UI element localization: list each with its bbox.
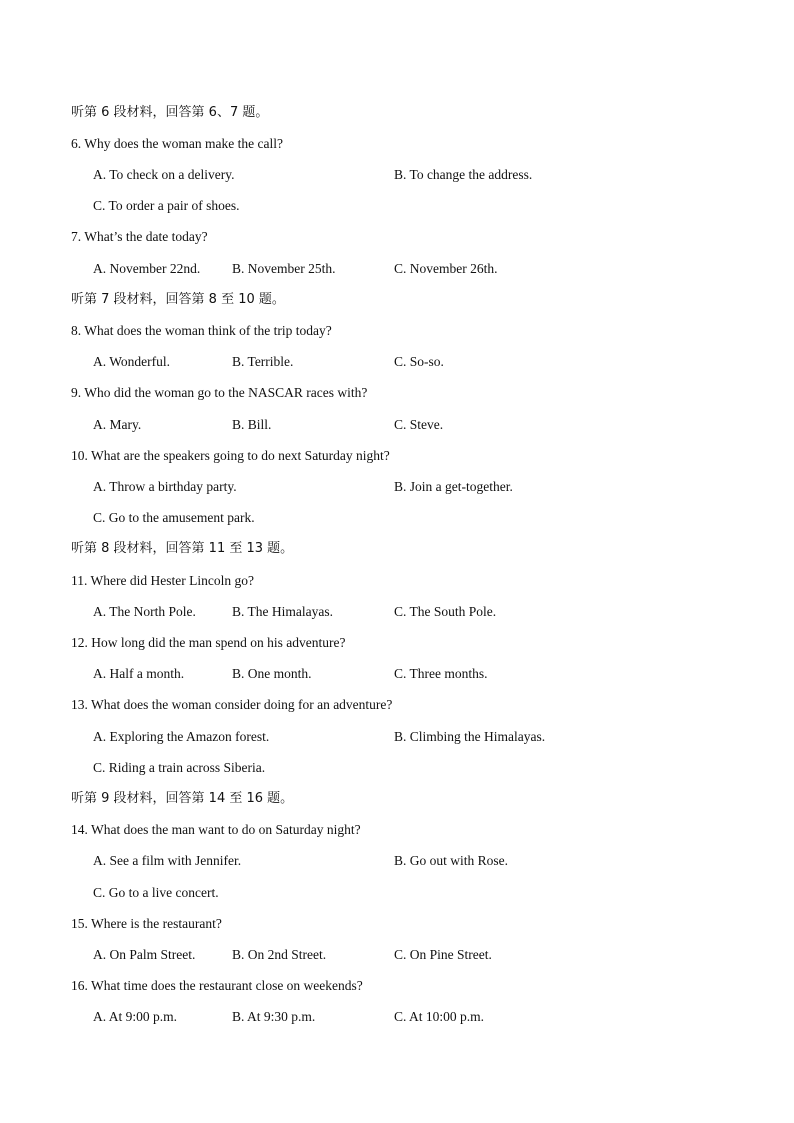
option-12-c: C. Three months. — [394, 666, 488, 681]
option-6-b: B. To change the address. — [394, 167, 533, 182]
question-7: 7. What’s the date today? — [71, 229, 208, 244]
option-14-c: C. Go to a live concert. — [93, 885, 219, 900]
question-15: 15. Where is the restaurant? — [71, 916, 222, 931]
option-13-b: B. Climbing the Himalayas. — [394, 729, 546, 744]
option-14-a: A. See a film with Jennifer. — [93, 853, 242, 868]
section-header: 听第 7 段材料，回答第 8 至 10 题。 — [71, 292, 285, 307]
option-13-c: C. Riding a train across Siberia. — [93, 760, 266, 775]
option-7-b: B. November 25th. — [232, 261, 336, 276]
option-9-c: C. Steve. — [394, 417, 444, 432]
option-15-c: C. On Pine Street. — [394, 947, 492, 962]
option-10-a: A. Throw a birthday party. — [93, 479, 237, 494]
option-8-b: B. Terrible. — [232, 354, 294, 369]
option-12-a: A. Half a month. — [93, 666, 185, 681]
option-16-a: A. At 9:00 p.m. — [93, 1009, 178, 1024]
option-11-a: A. The North Pole. — [93, 604, 196, 619]
question-9: 9. Who did the woman go to the NASCAR races with? — [71, 385, 368, 400]
option-6-a: A. To check on a delivery. — [93, 167, 235, 182]
question-16: 16. What time does the restaurant close on weekends? — [71, 978, 363, 993]
option-6-c: C. To order a pair of shoes. — [93, 198, 240, 213]
option-15-b: B. On 2nd Street. — [232, 947, 327, 962]
option-16-c: C. At 10:00 p.m. — [394, 1009, 485, 1024]
option-7-c: C. November 26th. — [394, 261, 498, 276]
option-11-c: C. The South Pole. — [394, 604, 497, 619]
section-header: 听第 8 段材料，回答第 11 至 13 题。 — [71, 541, 294, 556]
question-12: 12. How long did the man spend on his adventure? — [71, 635, 346, 650]
option-10-b: B. Join a get-together. — [394, 479, 513, 494]
section-header: 听第 6 段材料，回答第 6、7 题。 — [71, 105, 269, 120]
option-7-a: A. November 22nd. — [93, 261, 201, 276]
question-10: 10. What are the speakers going to do next Saturday night? — [71, 448, 390, 463]
option-9-b: B. Bill. — [232, 417, 272, 432]
option-11-b: B. The Himalayas. — [232, 604, 333, 619]
question-13: 13. What does the woman consider doing for an adventure? — [71, 697, 393, 712]
question-8: 8. What does the woman think of the trip today? — [71, 323, 332, 338]
question-14: 14. What does the man want to do on Saturday night? — [71, 822, 361, 837]
option-10-c: C. Go to the amusement park. — [93, 510, 255, 525]
question-11: 11. Where did Hester Lincoln go? — [71, 573, 254, 588]
option-9-a: A. Mary. — [93, 417, 142, 432]
section-header: 听第 9 段材料，回答第 14 至 16 题。 — [71, 791, 294, 806]
option-15-a: A. On Palm Street. — [93, 947, 196, 962]
option-12-b: B. One month. — [232, 666, 312, 681]
option-8-c: C. So-so. — [394, 354, 444, 369]
option-8-a: A. Wonderful. — [93, 354, 171, 369]
option-14-b: B. Go out with Rose. — [394, 853, 509, 868]
question-6: 6. Why does the woman make the call? — [71, 136, 283, 151]
option-16-b: B. At 9:30 p.m. — [232, 1009, 316, 1024]
option-13-a: A. Exploring the Amazon forest. — [93, 729, 270, 744]
